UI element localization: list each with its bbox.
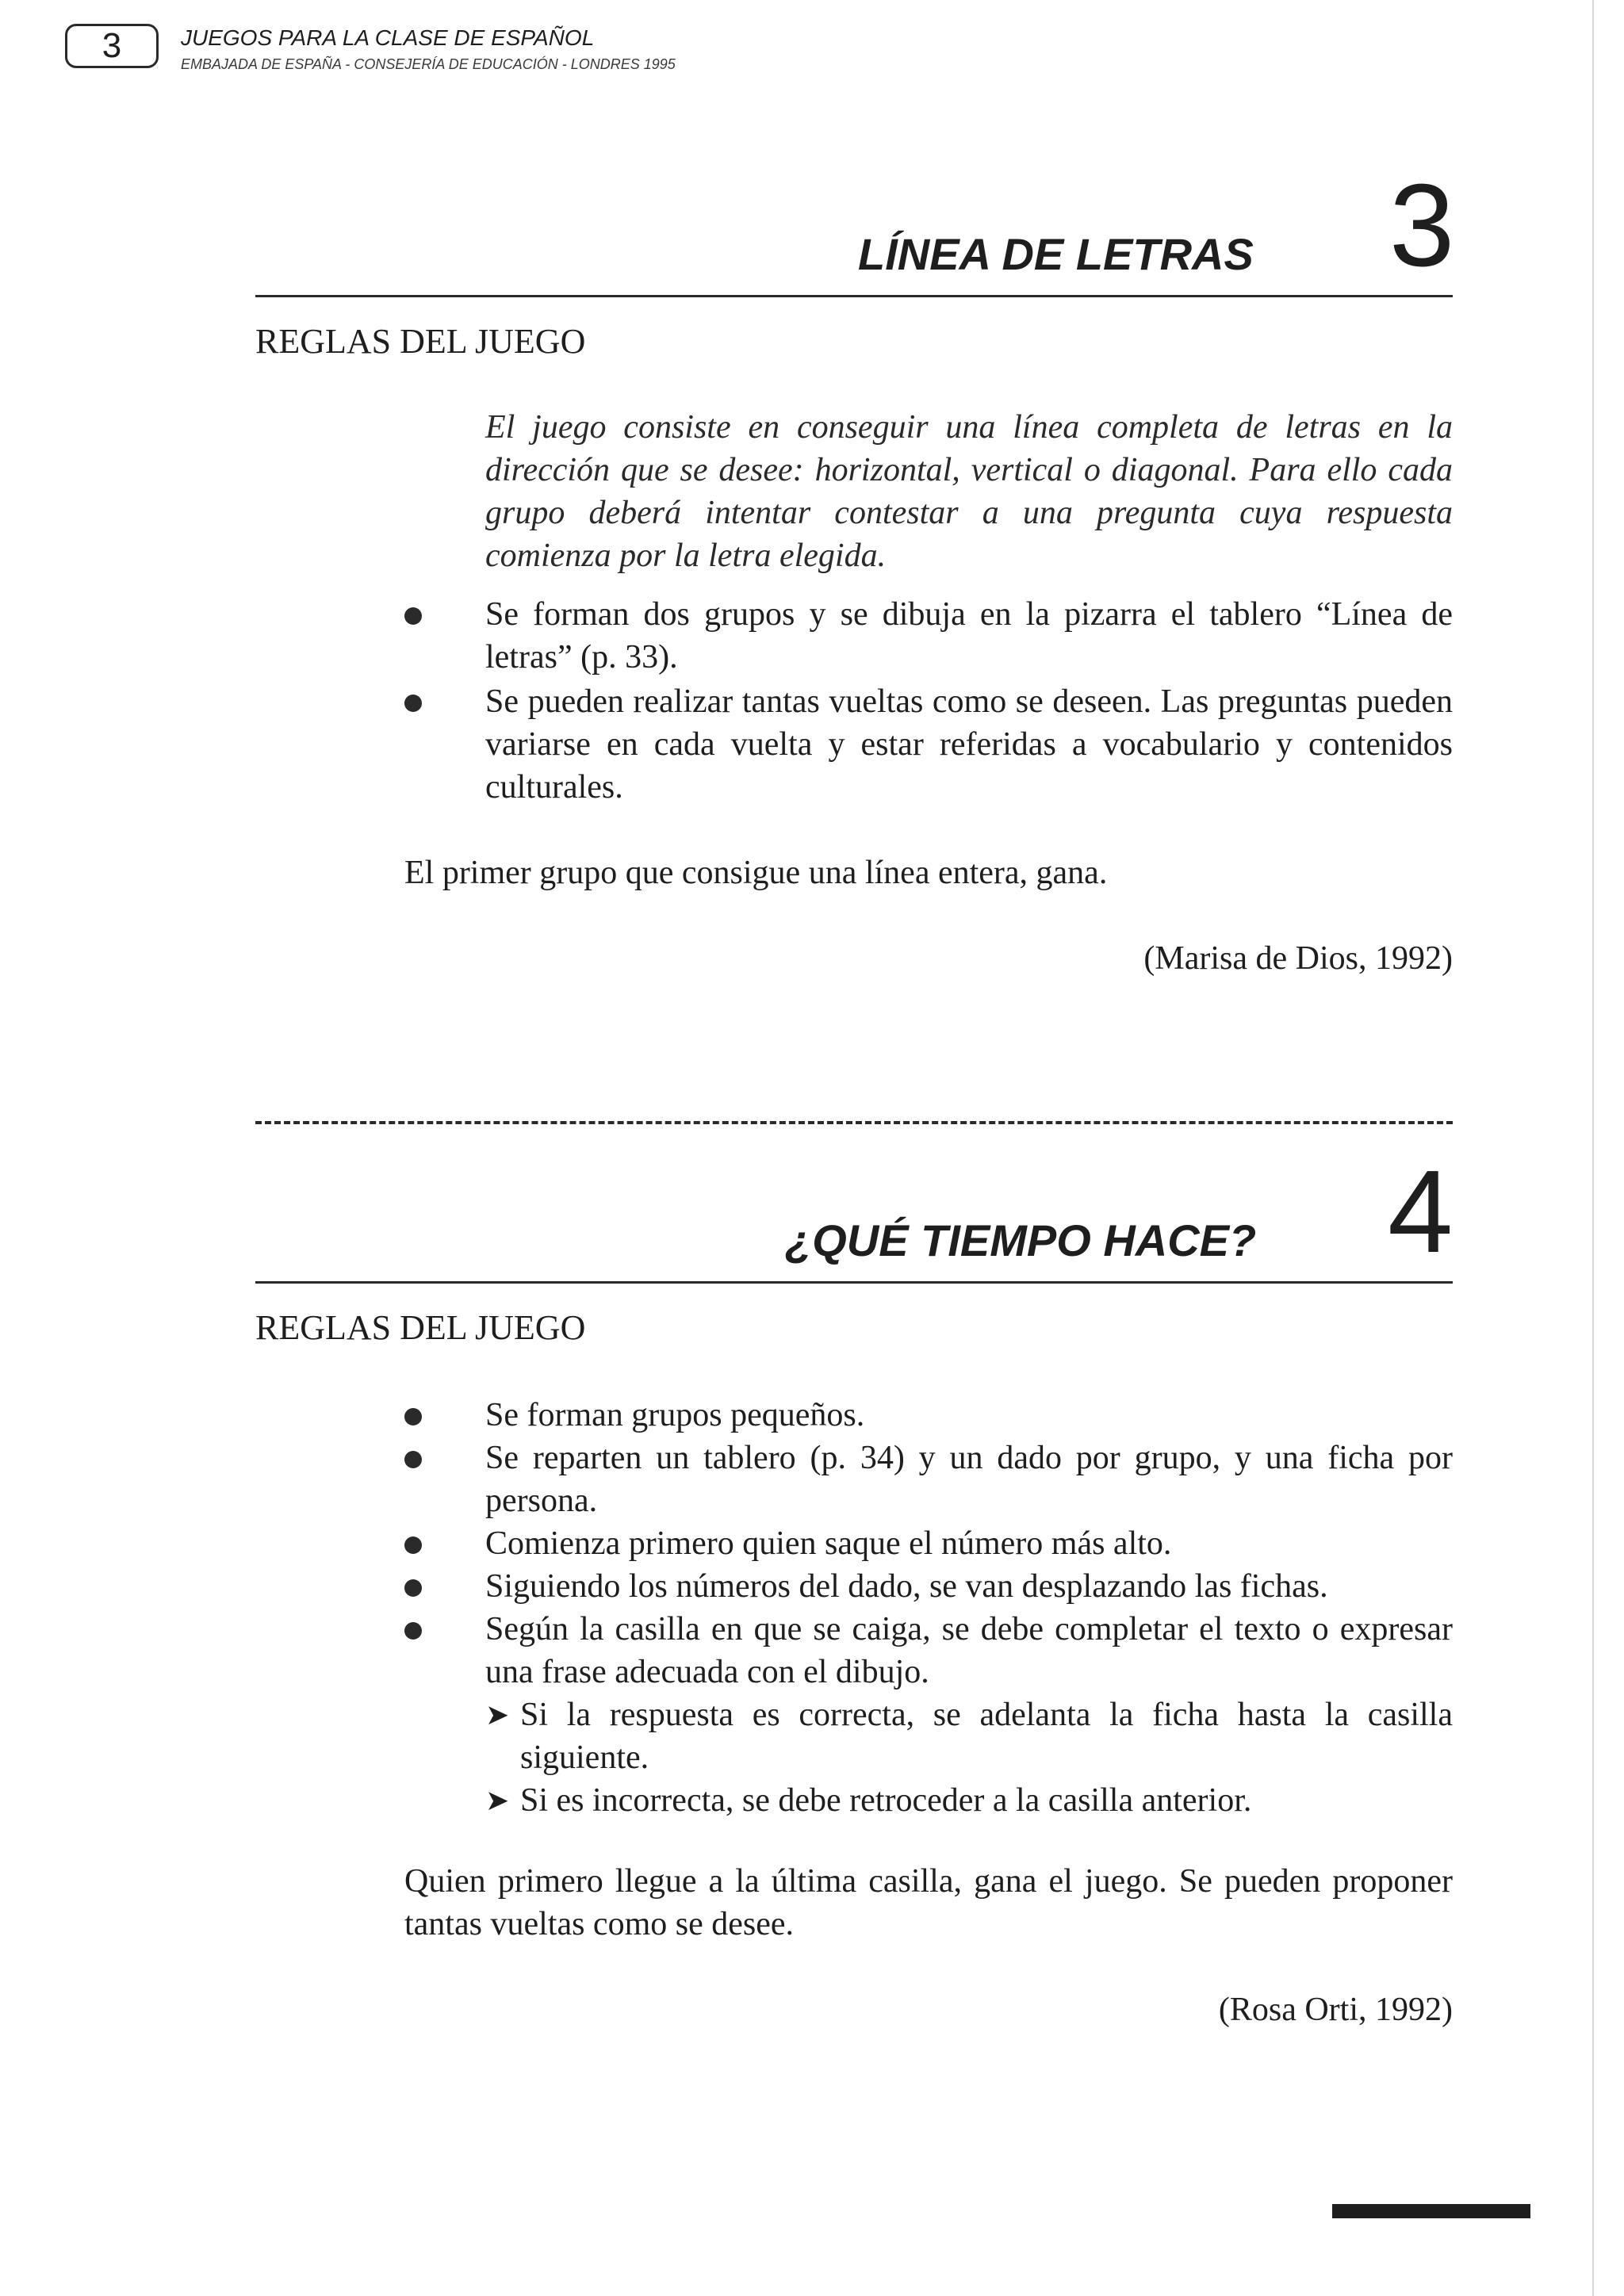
dashed-divider [255,1121,1453,1124]
section-label: REGLAS DEL JUEGO [255,1308,586,1347]
list-item-text: Siguiendo los números del dado, se van desplazando las fichas. [485,1568,1328,1605]
bullet-icon [404,1451,422,1468]
game-title: LÍNEA DE LETRAS [858,229,1254,279]
author-credit: (Rosa Orti, 1992) [1218,1992,1453,2028]
list-item [404,1608,1453,1693]
intro-paragraph: El juego consiste en conseguir una línea completa de letras en la dirección que se desee: horizontal, vertical o diagonal. Para ello cada grupo deberá intentar contestar a una pregunta cuya respuesta comienza por la letra elegida. [485,409,1453,574]
game-number: 3 [1389,160,1455,291]
bullet-icon [404,607,422,625]
page-number-badge: 3 [65,24,159,68]
sub-list-item-text: Si es incorrecta, se debe retroceder a la casilla anterior. [520,1782,1252,1819]
list-item-text: Según la casilla en que se caiga, se debe completar el texto o expresar una frase adecuada con el dibujo. [485,1611,1453,1690]
list-item [404,1522,1453,1565]
arrowhead-icon: ➤ [485,1699,510,1731]
sub-list-item-text: Si la respuesta es correcta, se adelanta la ficha hasta la casilla siguiente. [520,1697,1453,1776]
bullet-icon [404,1622,422,1640]
list-item [404,1394,1453,1437]
title-rule [255,1281,1453,1284]
running-header-title: JUEGOS PARA LA CLASE DE ESPAÑOL [181,25,595,50]
sub-list-item [485,1693,1453,1779]
section-label: REGLAS DEL JUEGO [255,322,586,361]
conclusion-paragraph: Quien primero llegue a la última casilla, gana el juego. Se pueden proponer tantas vueltas como se desee. [404,1863,1453,1942]
bullet-icon [404,695,422,712]
conclusion-paragraph: El primer grupo que consigue una línea entera, gana. [404,855,1108,891]
list-item-text: Comienza primero quien saque el número más alto. [485,1525,1172,1562]
list-item-text: Se forman grupos pequeños. [485,1397,865,1433]
game-title: ¿QUÉ TIEMPO HACE? [785,1215,1257,1265]
bullet-icon [404,1536,422,1554]
author-credit: (Marisa de Dios, 1992) [1143,940,1453,977]
game-number: 4 [1388,1146,1454,1277]
list-item [404,1437,1453,1522]
list-item [404,593,1453,680]
footer-bar [1332,2204,1530,2218]
list-item [404,1565,1453,1608]
list-item-text: Se pueden realizar tantas vueltas como se deseen. Las preguntas pueden variarse en cada vuelta y estar referidas a vocabulario y contenidos culturales. [485,683,1453,806]
arrowhead-icon: ➤ [485,1785,510,1816]
title-rule [255,295,1453,297]
running-header-subtitle: EMBAJADA DE ESPAÑA - CONSEJERÍA DE EDUCACIÓN - LONDRES 1995 [181,56,676,72]
sub-list-item [485,1779,1453,1822]
list-item-text: Se forman dos grupos y se dibuja en la pizarra el tablero “Línea de letras” (p. 33). [485,596,1453,675]
list-item-text: Se reparten un tablero (p. 34) y un dado por grupo, y una ficha por persona. [485,1440,1453,1519]
bullet-icon [404,1579,422,1597]
bullet-icon [404,1408,422,1425]
list-item [404,680,1453,809]
page-edge-line [1592,0,1594,2296]
